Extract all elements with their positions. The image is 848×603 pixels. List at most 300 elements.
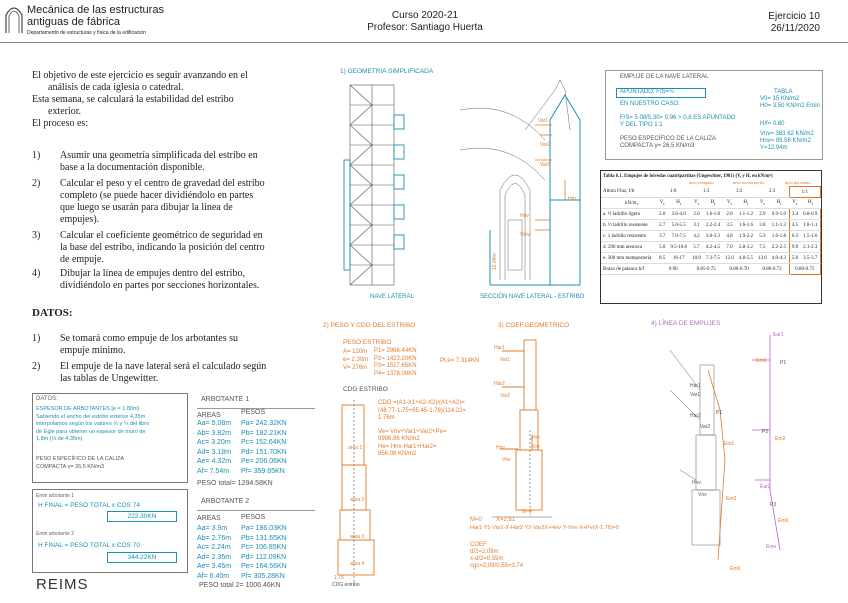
- table-cell: 2.7: [657, 220, 668, 231]
- city-label: REIMS: [36, 576, 89, 593]
- step-line: que luego se usarán para dibujar la línea de: [60, 202, 233, 213]
- section-drawing: [460, 80, 570, 280]
- hcol: $H_r$: [668, 198, 690, 209]
- vnv-label: Vnv: [698, 492, 707, 498]
- area-cell: Aa= 3.9m: [197, 525, 228, 532]
- volumen-value: V= 276m: [343, 365, 368, 371]
- table-cell: 4.5: [789, 220, 800, 231]
- table-row: [601, 231, 821, 242]
- datos-box-caliza: [36, 456, 124, 471]
- step-2: [32, 178, 312, 228]
- vcol: $V_r$: [723, 198, 737, 209]
- coef-line: cgs=2,09/0,55=3,74: [470, 563, 524, 569]
- brazo-row: [601, 264, 821, 275]
- table-cell: 2.9: [756, 209, 770, 220]
- dato-1: [32, 333, 312, 359]
- vm-label: Vm: [532, 444, 540, 450]
- em3-label: Em3: [726, 496, 737, 502]
- arbotante-row: [197, 572, 315, 582]
- nave-lateral-label: NAVE LATERAL: [370, 294, 414, 300]
- hcol: $H_r$: [736, 198, 755, 209]
- step-text: [60, 150, 258, 174]
- he-line: 856.08 KN/m2: [378, 451, 417, 457]
- sub-apuntado: arco apuntado: [785, 180, 811, 185]
- dato-number: 1): [32, 333, 41, 344]
- brazo-cell: Brazo de palanca h/f: [601, 264, 657, 275]
- nave-lateral-drawing: [350, 85, 394, 285]
- ungewitter-table: [600, 170, 822, 304]
- equilibrium-eq: Har1·Y1-Var1·X-Har2·Y2-Var2X+Hnv·Y-Vnv·X+Pe(X-1,76)=0: [470, 525, 619, 531]
- arbotante-row: [197, 543, 315, 553]
- vmv-label: Vmv: [520, 232, 530, 238]
- cdg-line: 1.76m: [378, 415, 395, 421]
- table-cell: 4.2-4.5: [703, 242, 722, 253]
- table-cell: 1.1-1.3: [769, 220, 789, 231]
- p-label: P1: [716, 410, 723, 416]
- table-cell: 9.0: [789, 242, 800, 253]
- hnv: Hnv= 89.56 KN/m2: [760, 138, 811, 144]
- table-cell: 3.8: [756, 220, 770, 231]
- table-cell: 2.0: [690, 209, 704, 220]
- pt-value: Pt.e= 7.314KN: [440, 358, 480, 364]
- table-cell: 3.5-3.7: [801, 253, 821, 264]
- p3-value: P3= 1517.65KN: [374, 363, 417, 369]
- emin-label-2: Emin arbotante 2: [36, 531, 75, 537]
- peso-dims: [343, 348, 368, 372]
- apuntado: APUNTADO: F/S=¼: [620, 89, 675, 95]
- arbotante-row: [197, 467, 315, 477]
- table-subheaders: [601, 179, 821, 186]
- coef-line: d/2=2,09m: [470, 549, 499, 555]
- dato-2: [32, 361, 312, 387]
- em0b-label: Em0: [730, 566, 741, 572]
- x-label: X=2,61: [496, 517, 516, 523]
- empuje-box: [605, 70, 823, 160]
- coef-drawing: [492, 335, 567, 525]
- arbotante-row: [197, 448, 315, 458]
- brazo-cell: 0.80-0.72: [756, 264, 789, 275]
- brazo-cell: 0.90: [657, 264, 690, 275]
- area-cell: Ab= 2.76m: [197, 534, 232, 542]
- ear1-label: Ear1: [773, 332, 784, 338]
- table-cell: 1.5-1.6: [801, 231, 821, 242]
- table-caption: Tabla 6.1. Empujes de bóvedas cuatripartitas (Ungewitter, 1901) (V, y H, en kN/m²): [603, 174, 773, 179]
- table-cell: 1.6-1.8: [769, 231, 789, 242]
- har1-label: Har1: [494, 345, 505, 351]
- area-cell: Af= 6.40m: [197, 572, 230, 580]
- divider: [197, 510, 315, 511]
- coef-line: COEF: [470, 542, 487, 548]
- table-cell: 9.5-10.0: [668, 242, 690, 253]
- table-row: [601, 242, 821, 253]
- intro: [32, 70, 302, 130]
- hcol: $H_r$: [801, 198, 821, 209]
- table-cell: b. ½ ladrillo resistente: [601, 220, 657, 231]
- course-year: Curso 2020-21: [391, 10, 459, 21]
- table-cell: 3.6-4.0: [668, 209, 690, 220]
- cdg-line: (48.77-1.75+65.45-1.78)/114.22=: [378, 407, 466, 414]
- areas-header: AREAS: [197, 515, 221, 522]
- var1-label: Var1: [500, 357, 511, 363]
- arbotante-row: [197, 553, 315, 563]
- empuje-title: EMPUJE DE LA NAVE LATERAL: [620, 74, 709, 80]
- exercise-number: Ejercicio 10: [768, 11, 820, 22]
- table-cell: 1.1-1.2: [736, 209, 755, 220]
- arbotante-2-total: PESO total 2= 1006.46KN: [199, 582, 281, 589]
- head-cell: Altura f/luz, f/b: [601, 187, 657, 198]
- course-title: [27, 4, 164, 28]
- peso-cell: Pf= 305.28KN: [241, 572, 285, 580]
- vcol: $V_r$: [789, 198, 800, 209]
- em2-label: Em2: [775, 436, 786, 442]
- table-cell: 4.8-5.5: [736, 253, 755, 264]
- peso-cell: Pd= 112.09KN: [241, 553, 287, 561]
- step-line: base a la documentación disponible.: [60, 162, 205, 173]
- peso-cell: Pc= 152.64KN: [241, 439, 287, 446]
- area-cell: Ae= 4.32m: [197, 458, 232, 465]
- table-head: [601, 187, 821, 198]
- har2-label: Har2: [690, 413, 701, 419]
- pesos-header: PESOS: [241, 409, 266, 416]
- peso-cell: Pf= 359.65KN: [241, 467, 285, 475]
- nave-lateral-highlight: [344, 115, 404, 270]
- hcol: $H_r$: [703, 198, 722, 209]
- cdg-line: CDG =(A1-X1+A2-X2)/(A1+A2)=: [378, 400, 465, 406]
- table-cell: 5.0-5.5: [668, 220, 690, 231]
- step-text: [60, 230, 265, 266]
- table-cell: 6.3: [789, 231, 800, 242]
- table-cell: 2.2-2.4: [703, 220, 722, 231]
- coef-results: [470, 542, 523, 570]
- arbotante-2-rows: [197, 524, 315, 581]
- table-cell: 1.6-1.8: [703, 209, 722, 220]
- department: Departamento de estructuras y física de la edificación: [27, 30, 146, 36]
- vcol: $V_r$: [657, 198, 668, 209]
- peso-cell: Pe= 164.56KN: [241, 563, 287, 570]
- arbotante-row: [197, 562, 315, 572]
- table-cell: 2.0: [657, 209, 668, 220]
- area-value: A= 120m: [343, 349, 368, 355]
- table-cell: 7.0-7.5: [668, 231, 690, 242]
- m0-eq-label: M=0: [470, 517, 482, 523]
- peso-especifico: PESO ESPECÍFICO DE LA CALIZA: [620, 136, 717, 142]
- step-line: de empuje.: [60, 254, 104, 265]
- step-line: la base del estribo, indicando la posición del centro: [60, 242, 265, 253]
- he-line: He= Hnv-Har1+Har2=: [378, 443, 437, 450]
- emin-formula-2: H FINAL = PESO TOTAL x COS 70: [38, 542, 140, 549]
- datos-box-title: DATOS:: [36, 396, 58, 402]
- table-cell: 4.8: [723, 231, 737, 242]
- table-cell: 8.5: [657, 253, 668, 264]
- head-cell: 1:2: [723, 187, 756, 198]
- espesor-value: e= 2.30m: [343, 357, 369, 363]
- brazo-cell: 0.80-0.75: [789, 264, 820, 275]
- dato-text: [60, 361, 266, 385]
- p1-value: P1= 2966.44KN: [374, 348, 417, 354]
- intro-p2: Esta semana, se calculará la estabilidad del estribo: [32, 94, 234, 105]
- emin-result-2: 344.22KN: [107, 552, 177, 563]
- table-cell: 1.0-1.1: [801, 220, 821, 231]
- dato-line: empuje mínimo.: [60, 345, 126, 356]
- table-cell: c. 1 ladrillo resistente: [601, 231, 657, 242]
- datos-line: PESO ESPECÍFICO DE LA CALIZA: [36, 456, 125, 462]
- arbotante-2-title: ARBOTANTE 2: [201, 498, 250, 505]
- title-line-2: antiguas de fábrica: [27, 16, 120, 28]
- tabla-values: [760, 96, 820, 110]
- var1-label: Var1: [690, 392, 701, 398]
- har2-label: Har2: [494, 381, 505, 387]
- arch-logo-icon: [4, 3, 24, 33]
- date: 26/11/2020: [770, 23, 820, 34]
- hnv-label: Hnv: [496, 445, 505, 451]
- head-cell: 1:3: [690, 187, 723, 198]
- dato-line: las tablas de Ungewitter.: [60, 373, 159, 384]
- intro-p3: El proceso es:: [32, 118, 89, 129]
- p2-value: P2= 1423.20KN: [374, 355, 417, 362]
- hm-label: Hm: [568, 196, 576, 202]
- arbotante-1-total: PESO total= 1294.58KN: [197, 480, 273, 487]
- table-cell: a. ½ ladrillo ligero: [601, 209, 657, 220]
- area4-label: area 4: [350, 561, 365, 567]
- h0: H0= 3.50 KN/m2 Emin: [760, 103, 820, 109]
- peso-cell: Pc= 106.85KN: [241, 544, 287, 551]
- datos-line: de Egle para obtener un espesor de muro de: [36, 428, 146, 435]
- area-cell: Af= 7.54m: [197, 467, 230, 475]
- har1-label: Har1: [690, 383, 701, 389]
- p2-label: P2: [762, 429, 769, 435]
- step-text: [60, 178, 265, 226]
- table-cell: 1.9-2.2: [736, 231, 755, 242]
- hnv-label: Hnv: [520, 213, 529, 219]
- title-line-1: Mecánica de las estructuras: [27, 4, 164, 16]
- ungewitter-grid: [601, 186, 821, 275]
- datos-heading: DATOS:: [32, 307, 73, 319]
- areas-header: AREAS: [197, 412, 221, 419]
- emin-label-1: Emin arbotante 1: [36, 493, 75, 499]
- var3-label: Var3: [540, 162, 551, 168]
- datos-box-body: [36, 406, 149, 444]
- table-cell: e. 300 mm mampostería: [601, 253, 657, 264]
- emin-formula-1: H FINAL = PESO TOTAL x COS 74: [38, 502, 140, 509]
- peso-parts: [374, 348, 417, 378]
- professor: Profesor: Santiago Huerta: [367, 22, 483, 33]
- table-cell: 10.0: [690, 253, 704, 264]
- area-cell: Ad= 2.35m: [197, 553, 232, 561]
- table-cell: d. 200 mm arenisca: [601, 242, 657, 253]
- table-cell: 7.5: [756, 242, 770, 253]
- vcol: $V_r$: [690, 198, 704, 209]
- table-body: [601, 209, 821, 264]
- table-cell: 13.0: [756, 253, 770, 264]
- table-cell: 5.0: [657, 242, 668, 253]
- geometry-drawing: [340, 80, 610, 305]
- step-number: 1): [32, 150, 41, 161]
- y: Y=12.94m: [760, 145, 788, 151]
- table-cell: 3.1: [690, 220, 704, 231]
- step-line: Dibujar la línea de empujes dentro del estribo,: [60, 268, 245, 279]
- step-line: Asumir una geometría simplificada del estribo en: [60, 150, 258, 161]
- dim-176-label: 1.76: [334, 575, 344, 581]
- area3-label: area 3: [350, 534, 365, 540]
- table-cell: 12.0: [723, 253, 737, 264]
- area-cell: Ab= 3.82m: [197, 429, 232, 437]
- area-cell: Ae= 3.45m: [197, 563, 232, 570]
- arbotante-row: [197, 438, 315, 448]
- area-cell: Ac= 3.20m: [197, 439, 231, 446]
- table-cell: 3.7: [657, 231, 668, 242]
- ear2-label: Ear2: [760, 484, 771, 490]
- step-line: empujes).: [60, 214, 100, 225]
- step-number: 3): [32, 230, 41, 241]
- peso-cell: Pe= 206.06KN: [241, 458, 287, 465]
- peso-caliza: COMPACTA γ= 26,5 KN/m3: [620, 143, 695, 149]
- ve-line: Ve= Vnv+Var1+Var2+Pe=: [378, 428, 447, 435]
- vnv: Vnv= 383.62 KN/m2: [760, 131, 814, 137]
- vcol: $V_r$: [756, 198, 770, 209]
- cdg-formula: [378, 400, 466, 459]
- peso-cell: Pb= 131.65KN: [241, 534, 287, 542]
- coef-title: 3) COEF.GEOMETRICO: [498, 322, 570, 329]
- table-cell: 3.4: [789, 209, 800, 220]
- datos-line: interpolamos según los valores ⅓ y ¼ del libro: [36, 421, 150, 427]
- peso-cell: Pb= 182.21KN: [241, 429, 287, 437]
- em1-label: Em1: [756, 358, 767, 364]
- ve-line: 9996.86 KN/m2: [378, 436, 420, 442]
- table-cell: 0.9-1.0: [769, 209, 789, 220]
- peso-cell: Pa= 242.32KN: [241, 420, 287, 427]
- estribo-drawing: [330, 395, 390, 590]
- var2-label: Var2: [500, 393, 511, 399]
- emv-label: Emv: [766, 544, 776, 550]
- em1b-label: Em1: [724, 441, 735, 447]
- var1-label: Var1: [538, 118, 549, 124]
- dato-text: [60, 333, 238, 357]
- dato-line: Se tomará como empuje de los arbotantes su: [60, 333, 239, 344]
- table-cell: 16-17: [668, 253, 690, 264]
- table-cell: 7.3-7.5: [703, 253, 722, 264]
- hnv-label: Hnv: [692, 480, 701, 486]
- section-estribo-highlight: [490, 95, 580, 285]
- hcol: $H_r$: [769, 198, 789, 209]
- table-cell: 2.1-2.3: [801, 242, 821, 253]
- table-cell: 2.2-2.5: [769, 242, 789, 253]
- p4-value: P4= 1378.08KN: [374, 370, 417, 377]
- pesos-header: PESOS: [241, 514, 266, 521]
- linea-title: 4) LÍNEA DE EMPUJES: [651, 320, 721, 327]
- arbotante-row: [197, 534, 315, 544]
- arbotante-row: [197, 429, 315, 439]
- var2-label: Var2: [700, 424, 711, 430]
- dim-label: 12.94m: [492, 253, 498, 270]
- table-cell: 4.2: [690, 231, 704, 242]
- table-row: [601, 209, 821, 220]
- result-values: [760, 121, 814, 152]
- step-4: [32, 268, 312, 296]
- head-cell: 2:3: [756, 187, 789, 198]
- table-cell: 5.7: [690, 242, 704, 253]
- intro-p2b: exterior.: [48, 106, 82, 117]
- hm-label: Hm: [532, 435, 540, 441]
- step-number: 2): [32, 178, 41, 189]
- seccion-label: SECCIÓN NAVE LATERAL - ESTRIBO: [480, 294, 585, 300]
- head-cell: 1:6: [657, 187, 690, 198]
- dato-number: 2): [32, 361, 41, 372]
- table-cell: 3.0-3.3: [703, 231, 722, 242]
- v0: V0= 15 KN/m2: [760, 96, 800, 102]
- cdg-title: CDG ESTRIBO: [343, 386, 388, 393]
- p3-label: P3: [770, 502, 777, 508]
- peso-sub: PESO ESTRIBO: [343, 339, 392, 346]
- table-row: [601, 253, 821, 264]
- sub-medio-punto: arco medio punto: [733, 180, 764, 185]
- step-line: Calcular el peso y el centro de gravedad del estribo: [60, 178, 265, 189]
- emin-box: [32, 489, 188, 573]
- datos-line: COMPACTA γ= 26,5 KN/m3: [36, 463, 105, 470]
- brazo-cell: 0.85-0.75: [690, 264, 723, 275]
- coef-line: x-d/2=0,55m: [470, 556, 504, 562]
- peso-cell: Pa= 186.03KN: [241, 525, 287, 532]
- arbotante-1-rows: [197, 419, 315, 476]
- table-cell: 4.0-4.3: [769, 253, 789, 264]
- arbotante-row: [197, 457, 315, 467]
- intro-p1: El objetivo de este ejercicio es seguir avanzando en el: [32, 70, 248, 81]
- peso-title: 2) PESO Y CDG DEL ESTRIBO: [323, 322, 416, 329]
- step-line: Calcular el coeficiente geométrico de seguridad en: [60, 230, 263, 241]
- table-cell: 1.6-1.6: [736, 220, 755, 231]
- linea-drawing: [660, 330, 820, 575]
- table-row: [601, 220, 821, 231]
- step-line: dividiéndolo en partes por secciones horizontales.: [60, 280, 260, 291]
- step-number: 4): [32, 268, 41, 279]
- step-text: [60, 268, 259, 292]
- table-cell: 0.8-0.9: [801, 209, 821, 220]
- table-cell: 2.6: [723, 209, 737, 220]
- table-cell: 3.5: [723, 220, 737, 231]
- table-cell: 5.0: [789, 253, 800, 264]
- arbotante-row: [197, 419, 315, 429]
- cdg-estribo-label: CDG estribo: [332, 582, 360, 588]
- arbotante-1-title: ARBOTANTE 1: [201, 396, 250, 403]
- tipo: Y DEL TIPO 1:1: [620, 122, 663, 128]
- vnv-label: Vnv: [502, 457, 511, 463]
- p1-label: P1: [780, 360, 787, 366]
- brazo-cell: 0.80-0.70: [723, 264, 756, 275]
- datos-line: ESPESOR DE ARBOTANTES [e = 1.80m]: [36, 406, 140, 412]
- var2-label: Var2: [540, 142, 551, 148]
- geo-title: 1) GEOMETRIA SIMPLIFICADA: [340, 68, 434, 75]
- caso: EN NUESTRO CASO:: [620, 101, 680, 107]
- area-cell: Aa= 5.08m: [197, 420, 232, 427]
- unit-cell: kN/m₃: [601, 198, 657, 209]
- tabla-label: TABLA: [774, 89, 793, 95]
- head-cell: 1:1: [789, 187, 820, 198]
- datos-line: 1,8m (⅓ de 4,35m): [36, 436, 83, 442]
- area-cell: Ac= 2.24m: [197, 544, 231, 551]
- hf: H/f= 0.80: [760, 121, 785, 127]
- peso-cell: Pd= 151.70KN: [241, 448, 287, 456]
- em0-label: Em0: [778, 518, 789, 524]
- emin-result-1: 222.30KN: [107, 511, 177, 522]
- step-3: [32, 230, 312, 270]
- fs: F/S= 5.08/5.30= 0.96 > 0.8 ES APUNTADO: [620, 115, 736, 121]
- datos-box: [32, 393, 188, 483]
- datos-line: Sabiendo el ancho del estribo exterior 4,35m: [36, 413, 146, 420]
- area2-label: area 2: [350, 497, 365, 503]
- table-cell: 5.3: [756, 231, 770, 242]
- table-cell: 7.0: [723, 242, 737, 253]
- table-cell: 2.8-3.2: [736, 242, 755, 253]
- table-unit-row: [601, 198, 821, 209]
